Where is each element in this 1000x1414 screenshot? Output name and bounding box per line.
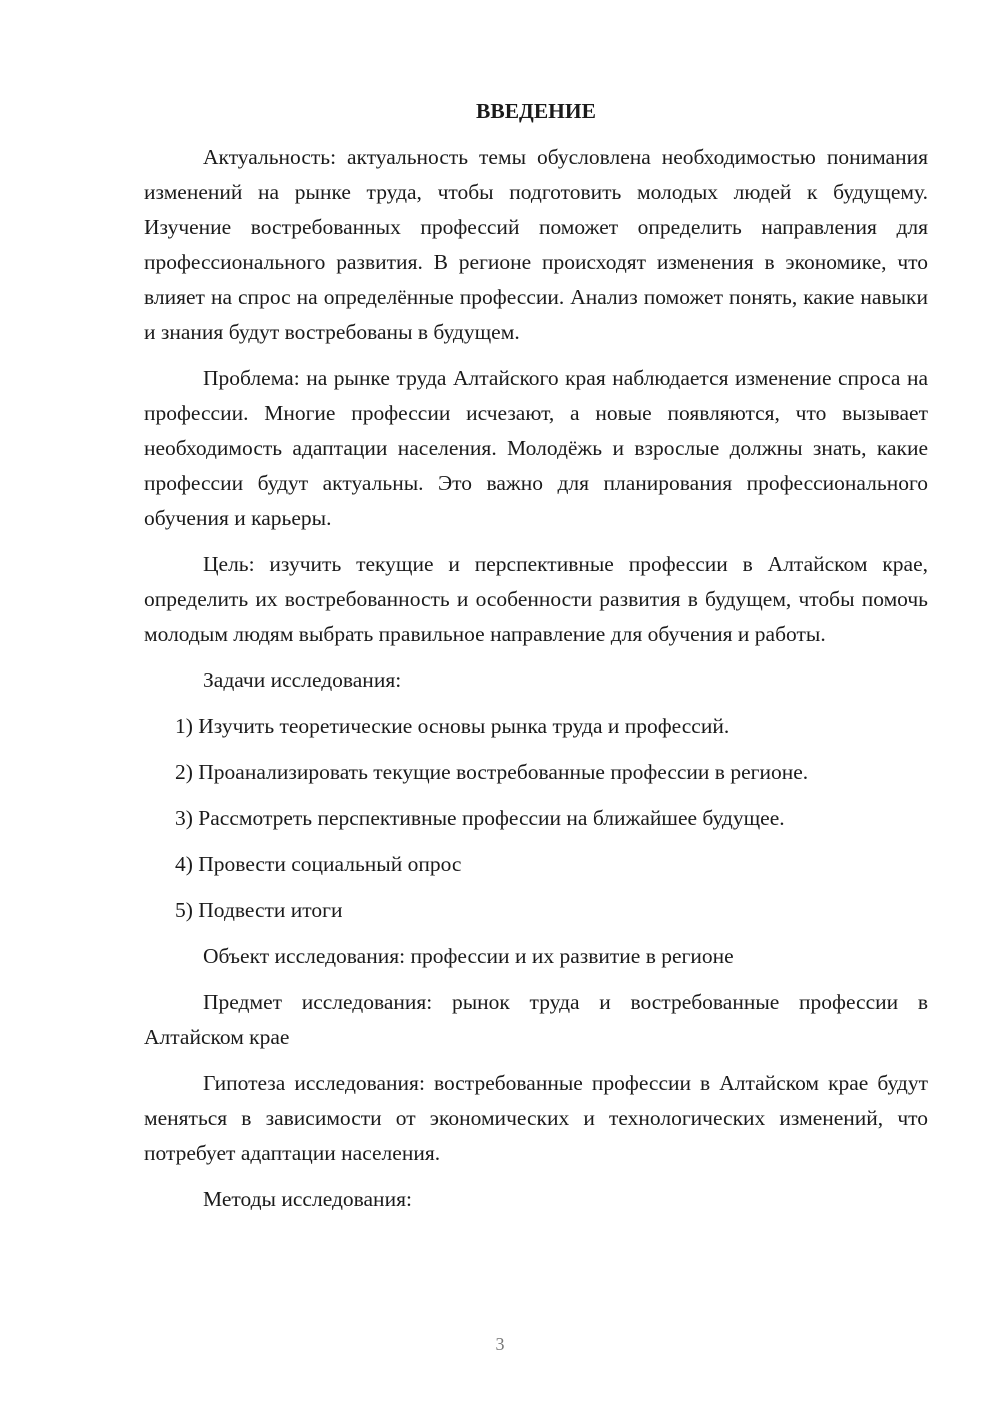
subject-paragraph: Предмет исследования: рынок труда и востребованные профессии в Алтайском крае <box>144 990 928 1049</box>
task-item-5: 5) Подвести итоги <box>175 898 343 922</box>
hypothesis-paragraph: Гипотеза исследования: востребованные профессии в Алтайском крае будут меняться в зависимости от экономических и технологических изменений, что потребует адаптации населения. <box>144 1071 928 1165</box>
page-number: 3 <box>495 1334 505 1354</box>
goal-paragraph: Цель: изучить текущие и перспективные профессии в Алтайском крае, определить их востребованность и особенности развития в будущем, чтобы помочь молодым людям выбрать правильное направление для обучения и работы. <box>144 552 928 646</box>
page-title: ВВЕДЕНИЕ <box>476 99 596 123</box>
methods-heading: Методы исследования: <box>203 1187 412 1211</box>
tasks-heading: Задачи исследования: <box>203 668 402 692</box>
problem-paragraph: Проблема: на рынке труда Алтайского края наблюдается изменение спроса на профессии. Многие профессии исчезают, а новые появляются, что вызывает необходимость адаптации населения. Молодёжь и взрослые должны знать, какие профессии будут актуальны. Это важно для планирования профессионального обучения и карьеры. <box>144 366 928 530</box>
relevance-paragraph: Актуальность: актуальность темы обусловлена необходимостью понимания изменений на рынке труда, чтобы подготовить молодых людей к будущему. Изучение востребованных профессий поможет определить направления для профессионального развития. В регионе происходят изменения в экономике, что влияет на спрос на определённые профессии. Анализ поможет понять, какие навыки и знания будут востребованы в будущем. <box>144 145 928 344</box>
task-item-1: 1) Изучить теоретические основы рынка труда и профессий. <box>175 714 730 738</box>
page-content <box>144 94 928 1217</box>
task-item-4: 4) Провести социальный опрос <box>175 852 462 876</box>
object-paragraph: Объект исследования: профессии и их развитие в регионе <box>203 944 734 968</box>
task-item-2: 2) Проанализировать текущие востребованные профессии в регионе. <box>175 760 809 784</box>
task-item-3: 3) Рассмотреть перспективные профессии на ближайшее будущее. <box>175 806 785 830</box>
